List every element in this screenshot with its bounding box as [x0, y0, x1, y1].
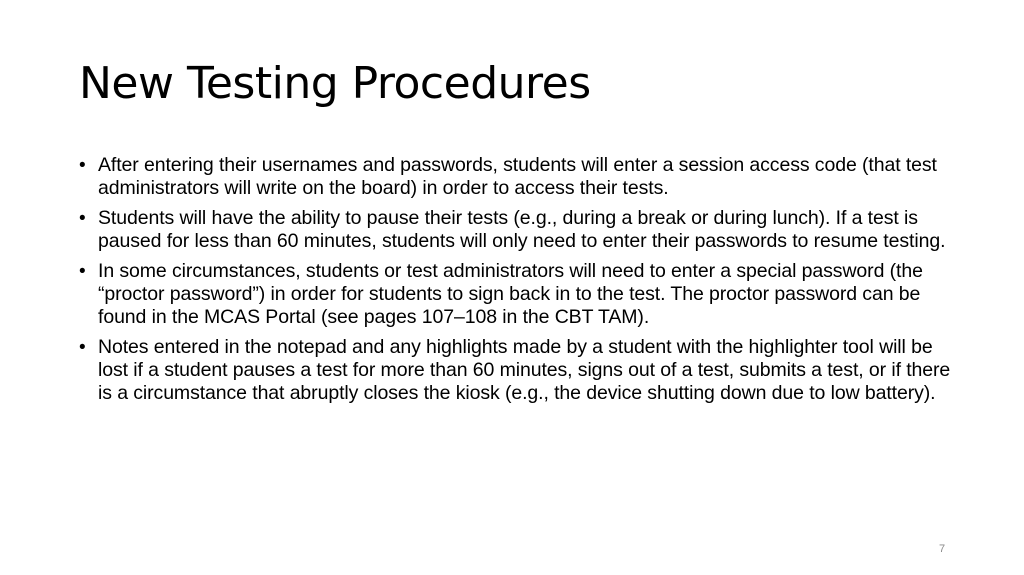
bullet-item [79, 260, 959, 329]
page-number: 7 [938, 543, 946, 555]
bullet-list [79, 154, 959, 412]
bullet-text: Notes entered in the notepad and any highlights made by a student with the highlighter tool will be lost if a student pauses a test for more than 60 minutes, signs out of a test, submits a test, or if there is a circumstance that abruptly closes the kiosk (e.g., the device shutting down due to low battery). [98, 336, 951, 404]
bullet-item [79, 207, 959, 253]
bullet-text: Students will have the ability to pause their tests (e.g., during a break or during lunch). If a test is paused for less than 60 minutes, students will only need to enter their passwords to resume testing. [98, 207, 946, 252]
bullet-item [79, 336, 959, 405]
bullet-item [79, 154, 959, 200]
bullet-icon: • [79, 208, 86, 229]
bullet-icon: • [79, 337, 86, 358]
bullet-text: In some circumstances, students or test administrators will need to enter a special password (the “proctor password”) in order for students to sign back in to the test. The proctor password can be found in the MCAS Portal (see pages 107–108 in the CBT TAM). [98, 260, 923, 328]
slide-title: New Testing Procedures [79, 58, 591, 109]
bullet-text: After entering their usernames and passwords, students will enter a session access code (that test administrators will write on the board) in order to access their tests. [98, 154, 937, 199]
bullet-icon: • [79, 261, 86, 282]
bullet-icon: • [79, 155, 86, 176]
